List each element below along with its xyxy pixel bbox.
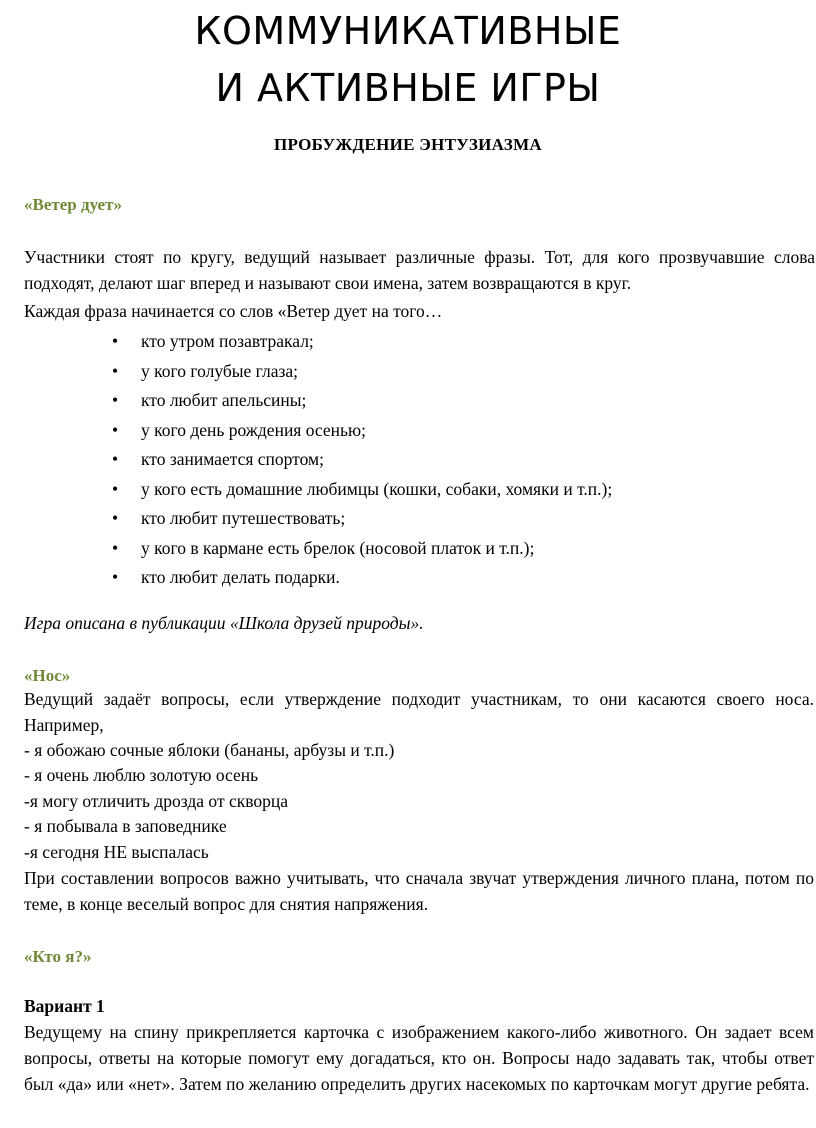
list-item (24, 386, 816, 416)
bullet-icon: • (112, 449, 119, 469)
example-line: -я могу отличить дрозда от скворца (24, 790, 289, 811)
bullet-icon: • (112, 360, 119, 381)
game-nose-examples (24, 738, 816, 866)
bullet-icon: • (112, 419, 119, 440)
list-item-text: кто занимается спортом; (141, 449, 324, 469)
bullet-icon: • (112, 331, 119, 351)
game-who-am-i-description: Ведущему на спину прикрепляется карточка с изображением какого-либо животного. Он задает всем вопросы, ответы на которые помогут ему догадаться, кто он. Вопросы надо задавать так, чтобы ответ был «да» или «нет». Затем по желанию определить других насекомых по карточкам могут другие ребята. (24, 1022, 814, 1094)
game-title-who-am-i: «Кто я?» (24, 947, 92, 966)
list-item-text: у кого день рождения осенью; (141, 419, 366, 440)
list-item (24, 357, 816, 387)
title-line-2: И АКТИВНЫЕ ИГРЫ (215, 66, 601, 110)
list-item (24, 563, 816, 593)
list-item (24, 504, 816, 534)
game-nose-conclusion: При составлении вопросов важно учитывать, что сначала звучат утверждения личного плана, потом по теме, в конце веселый вопрос для снятия напряжения. (24, 868, 814, 914)
list-item-text: у кого голубые глаза; (141, 360, 299, 381)
bullet-icon: • (112, 390, 119, 410)
list-item-text: у кого в кармане есть брелок (носовой платок и т.п.); (141, 537, 535, 558)
game-wind-description: Участники стоят по кругу, ведущий называет различные фразы. Тот, для кого прозвучавшие слова подходят, делают шаг вперед и называют свои имена, затем возвращаются в круг. (24, 247, 815, 293)
list-item (24, 445, 816, 475)
game-title-nose: «Нос» (24, 665, 71, 685)
bullet-icon: • (112, 478, 119, 499)
example-line: - я обожаю сочные яблоки (бананы, арбузы и т.п.) (24, 739, 395, 760)
game-wind-phrase-list (24, 327, 816, 593)
list-item (24, 416, 816, 446)
bullet-icon: • (112, 567, 119, 587)
list-item-text: кто любит путешествовать; (141, 508, 346, 528)
list-item-text: кто любит апельсины; (141, 390, 307, 410)
example-line: - я побывала в заповеднике (24, 816, 227, 836)
list-item (24, 534, 816, 564)
list-item-text: кто любит делать подарки. (141, 567, 340, 587)
section-heading: ПРОБУЖДЕНИЕ ЭНТУЗИАЗМА (273, 135, 543, 154)
game-wind-intro: Каждая фраза начинается со слов «Ветер дует на того… (24, 301, 443, 321)
example-line: -я сегодня НЕ выспалась (24, 841, 209, 862)
title-line-1: КОММУНИКАТИВНЫЕ (194, 9, 622, 53)
game-nose-description: Ведущий задаёт вопросы, если утверждение подходит участникам, то они касаются своего носа. Например, (24, 688, 814, 735)
bullet-icon: • (112, 508, 119, 528)
bullet-icon: • (112, 537, 119, 558)
page-title (0, 3, 816, 117)
example-line: - я очень люблю золотую осень (24, 765, 259, 785)
list-item-text: кто утром позавтракал; (141, 331, 314, 351)
list-item (24, 475, 816, 505)
list-item (24, 327, 816, 357)
game-wind-source-note: Игра описана в публикации «Школа друзей природы». (24, 612, 424, 633)
variant-heading: Вариант 1 (24, 996, 105, 1016)
list-item-text: у кого есть домашние любимцы (кошки, собаки, хомяки и т.п.); (141, 478, 613, 499)
game-title-wind: «Ветер дует» (24, 195, 122, 214)
